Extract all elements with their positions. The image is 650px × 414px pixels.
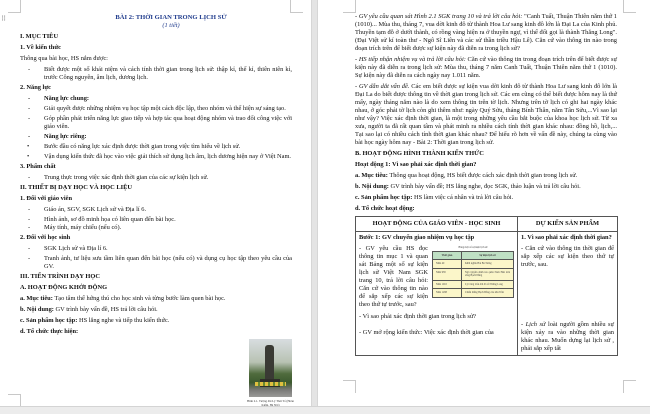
mini-table-row	[433, 260, 514, 269]
section-heading: III. TIẾN TRÌNH DẠY HỌC	[20, 273, 100, 280]
question-text: - Vì sao phải xác định thời gian trong lịch sử?	[359, 313, 477, 320]
crop-mark	[343, 0, 356, 13]
mini-table-cell: Năm 40	[433, 260, 462, 269]
activity-heading: A. HOẠT ĐỘNG KHỞI ĐỘNG	[20, 284, 108, 291]
quality-list	[20, 174, 292, 182]
list-item: - Tranh ảnh, tư liệu sưu tầm liên quan đến bài học (nếu có) và dụng cụ học tập theo yêu cầu của GV.	[20, 255, 292, 271]
page-right-content	[355, 13, 617, 356]
content-label: b. Nội dung:	[355, 183, 389, 190]
mini-table-row	[433, 289, 514, 298]
table-header-row	[356, 217, 618, 232]
mini-table-cell: Khởi nghĩa Hai Bà Trưng	[462, 260, 514, 269]
teacher-materials-list	[20, 206, 292, 232]
content-label: b. Nội dung:	[20, 306, 54, 313]
mini-table-cell: Năm 1288	[433, 289, 462, 298]
crop-mark	[623, 0, 636, 13]
list-item: • Bước đầu có năng lực xác định được thời gian trong việc tìm hiểu về lịch sử.	[20, 143, 292, 151]
mini-table-row	[433, 280, 514, 289]
activity-heading: Hoạt động 1: Vì sao phải xác định thời gian?	[355, 161, 477, 168]
goal-label: a. Mục tiêu:	[20, 295, 53, 302]
list-item: - Trung thực trong việc xác định thời gian của các sự kiện lịch sử.	[20, 174, 292, 182]
mini-table-title: Bảng một số sự kiện lịch sử	[458, 246, 488, 249]
document-page-left[interactable]	[0, 0, 311, 406]
crop-mark	[623, 380, 636, 393]
activity-product	[20, 317, 240, 325]
activity-organization-label: d. Tổ chức hoạt động:	[355, 205, 415, 212]
mini-table-row	[433, 268, 514, 280]
subsection-heading: 1. Đối với giáo viên	[20, 195, 73, 202]
document-page-right[interactable]	[318, 0, 650, 406]
table-cell-expected-product	[518, 232, 618, 356]
section-heading: I. MỤC TIÊU	[20, 33, 59, 40]
activity-content	[20, 306, 240, 314]
lesson-duration: (1 tiết)	[162, 22, 180, 29]
crop-mark	[343, 380, 356, 393]
activity-goal	[355, 172, 617, 180]
list-item: - Giáo án, SGV, SGK Lịch sử và Địa lí 6.	[20, 206, 292, 214]
flower-bed	[255, 382, 286, 386]
paragraph-text: Căn cứ vào thông tin trong đoạn trích trên để biết được sự kiện này đã diễn ra trong lịch sử: Mùa thu, tháng 7 năm Canh Tuất, Thuận Thiên năm thứ 1 (1010). Sự kiện này đã diễn ra cách ngày nay 1.011 năm.	[355, 56, 617, 79]
task-text: - GV yêu cầu HS đọc thông tin mục 1 và quan sát Bảng một số sự kiện lịch sử Việt Nam SGK trang 10, trả lời câu hỏi: Căn cứ vào thông tin nào để sắp xếp các sự kiện theo thứ tự trước, sau?	[359, 245, 428, 308]
product-label: c. Sản phẩm học tập:	[355, 194, 413, 201]
subsection-heading: 2. Đối với học sinh	[20, 234, 71, 241]
mini-table-header-cell: Sự kiện lịch sử	[462, 251, 514, 260]
step-heading: Bước 1: GV chuyển giao nhiệm vụ học tập	[359, 234, 475, 241]
content-text: GV trình bày vấn đề; HS lắng nghe, đọc SGK, thảo luận và trả lời câu hỏi.	[388, 183, 581, 190]
mini-table-cell: Năm 1010	[433, 280, 462, 289]
section-heading: II. THIẾT BỊ DẠY HỌC VÀ HỌC LIỆU	[20, 184, 132, 191]
activity-table	[355, 216, 618, 356]
product-text: - Căn cứ vào thông tin thời gian để sắp xếp các sự kiện theo thứ tự trước, sau.	[521, 245, 614, 268]
list-item: - Biết được một số khái niệm và cách tính thời gian trong lịch sử: thập kỉ, thế kỉ, thiên niên kỉ, trước Công nguyên, âm lịch, dương lịch.	[20, 66, 292, 82]
subsection-heading: 3. Phẩm chất	[20, 163, 56, 170]
product-label: c. Sản phẩm học tập:	[20, 317, 78, 324]
table-cell-activity	[356, 232, 518, 356]
paragraph	[355, 83, 617, 147]
subsection-heading: 2. Năng lực	[20, 84, 51, 91]
product-text-body: loài người gồm nhiều sự kiện xảy ra vào những thời gian khác nhau. Muốn dựng lại lịch sử , phải sắp xếp tất	[521, 321, 614, 352]
table-move-handle-icon[interactable]: ⠿	[1, 15, 7, 23]
list-item: • Vận dụng kiến thức đã học vào việc giải thích sử dụng lịch âm, lịch dương hiện nay ở Việt Nam.	[20, 153, 292, 161]
mini-table-cell: Lý Công Uẩn dời đô về Thăng Long	[462, 280, 514, 289]
student-materials-list	[20, 245, 292, 271]
list-item-label: - Năng lực riêng:	[20, 133, 292, 141]
activity-goal	[20, 295, 240, 303]
table-header-cell: DỰ KIẾN SẢN PHẨM	[518, 217, 618, 232]
section-heading: B. HOẠT ĐỘNG HÌNH THÀNH KIẾN THỨC	[355, 150, 484, 157]
paragraph-text: Các em biết được sự kiện vua dời kinh đô từ thành Hoa Lư sang kinh đô lớn là Đại La do biết được thông tin về thời gian trong lịch sử. Các em cũng có thể biết được hôm nay là thứ mấy, ngày tháng năm nào là do xem thông tin trên tờ lịch. Nhưng trên tờ lịch có ghi hai ngày khác nhau, ở góc phải tờ lịch còn ghi thêm như: ngày Quý Sửu, tháng Bính Thân, năm Tân Sửu,...Vì sao lại như vậy? Việc xác định thời gian, là một trong những yêu cầu bắt buộc của khoa học lịch sử. Từ xa xưa, người ta đã rất quan tâm và phát minh ra nhiều cách tính thời gian khác nhau: đồng hồ, lịch,... Tại sao lại có nhiều cách tính thời gian khác nhau? Để hiểu rõ hơn về vấn đề này, chúng ta cùng vào bài học ngày hôm nay - Bài 2: Thời gian trong lịch sử.	[355, 83, 618, 146]
table-row	[356, 232, 618, 356]
crop-mark	[8, 0, 21, 13]
mini-table-header	[433, 251, 514, 260]
extension-text: - GV mở rộng kiến thức: Việc xác định thời gian của	[359, 329, 494, 336]
product-heading: 1. Vì sao phải xác định thời gian?	[521, 234, 612, 241]
mini-table-cell: Chiến thắng Bạch Đằng của nhà Trần	[462, 289, 514, 298]
paragraph	[355, 13, 617, 53]
mini-table-cell: Năm 938	[433, 268, 462, 280]
goal-label: a. Mục tiêu:	[355, 172, 388, 179]
crop-mark	[290, 0, 303, 13]
lesson-title: BÀI 2: THỜI GIAN TRONG LỊCH SỬ	[115, 14, 227, 21]
paragraph-lead: - HS tiếp nhận nhiệm vụ và trả lời câu hỏi:	[355, 56, 466, 63]
table-header-cell: HOẠT ĐỘNG CỦA GIÁO VIÊN - HỌC SINH	[356, 217, 518, 232]
paragraph	[355, 56, 617, 80]
activity-organization-label: d. Tổ chức thực hiện:	[20, 328, 79, 335]
activity-content	[355, 183, 617, 191]
paragraph: Thông qua bài học, HS nắm được:	[20, 55, 108, 62]
mini-table-cell: Ngô Quyền đánh tan quân Nam Hán trên sông Bạch Đằng	[462, 268, 514, 280]
product-lead: - Lịch sử	[521, 321, 546, 328]
list-item: - Máy tính, máy chiếu (nếu có).	[20, 224, 292, 232]
page-separator	[311, 0, 318, 406]
list-item: - Giải quyết được những nhiệm vụ học tập một cách độc lập, theo nhóm và thể hiện sự sáng tạo.	[20, 105, 292, 113]
subsection-heading: 1. Về kiến thức	[20, 44, 61, 51]
list-item: - Góp phần phát triển năng lực giao tiếp và hợp tác qua hoạt động nhóm và trao đổi công việc với giáo viên.	[20, 115, 292, 131]
goal-text: Tạo tâm thế hứng thú cho học sinh và từng bước làm quen bài học.	[52, 295, 226, 302]
product-text: HS lắng nghe và tiếp thu kiến thức.	[77, 317, 170, 324]
figure-caption: Hình 2.1. Tượng đài Lý Thái Tổ (Hoàn Kiếm, Hà Nội)	[247, 399, 294, 406]
product-text: HS làm việc cá nhân và trả lời câu hỏi.	[412, 194, 514, 201]
list-item: - Hình ảnh, sơ đồ minh họa có liên quan đến bài học.	[20, 216, 292, 224]
crop-mark	[8, 394, 21, 406]
page-left-content	[20, 14, 292, 339]
statue-photo[interactable]	[249, 339, 292, 397]
knowledge-list	[20, 66, 292, 82]
mini-table-grid	[432, 251, 514, 298]
paragraph-lead: - GV yêu cầu quan sát Hình 2.1 SGK trang 10 và trả lời câu hỏi:	[355, 13, 523, 20]
paragraph-lead: - GV dẫn dắt vấn đề.	[355, 83, 410, 90]
list-item-label: - Năng lực chung:	[20, 95, 292, 103]
statue-figure	[265, 345, 274, 381]
competence-list	[20, 95, 292, 161]
list-item: - SGK Lịch sử và Địa lí 6.	[20, 245, 292, 253]
content-text: GV trình bày vấn đề, HS trả lời câu hỏi.	[53, 306, 158, 313]
paragraph-text: "Canh Tuất, Thuận Thiên năm thứ 1 (1010)... Mùa thu, tháng 7, vua dời kinh đô từ thành Hoa Lư sang kinh đô lớn là Đại La của Kinh phủ. Thuyền tạm đỗ ở dưới thành, có rồng vàng hiện ra ở thuyền ngự, vì thế đổi gọi là thành Thăng Long". (Đại Việt sử kí toàn thư - Ngô Sĩ Liên và các sử thần triều Hậu Lê). Căn cứ vào thông tin nào trong đoạn trích trên để biết được sự kiện này đã diễn ra trong lịch sử?	[355, 13, 617, 52]
events-mini-table[interactable]	[432, 246, 514, 298]
product-text	[521, 321, 614, 353]
goal-text: Thông qua hoạt động, HS biết được cách xác định thời gian trong lịch sử.	[387, 172, 578, 179]
mini-table-header-cell: Thời gian	[433, 251, 462, 260]
activity-product	[355, 194, 617, 202]
